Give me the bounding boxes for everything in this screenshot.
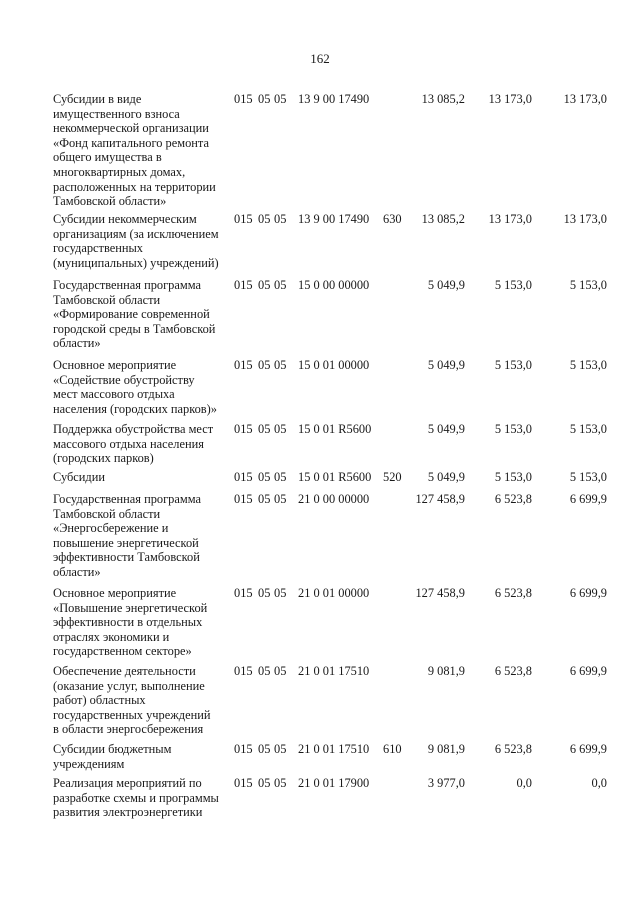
row-name-line: «Повышение энергетической	[53, 600, 208, 615]
amount-year-1: 5 049,9	[427, 278, 465, 292]
row-name-line: Государственная программа	[53, 492, 201, 506]
row-name-line: массового отдыха населения	[53, 436, 204, 451]
target-article-code: 15 0 01 R5600	[298, 470, 372, 484]
ministry-code: 015	[234, 92, 253, 106]
section-code: 05	[258, 470, 271, 484]
subsection-code: 05	[274, 470, 287, 484]
amount-year-3: 6 699,9	[569, 742, 607, 756]
row-name-line: «Содействие обустройству	[53, 372, 195, 387]
amount-year-1: 13 085,2	[421, 92, 465, 106]
row-name-line: разработке схемы и программы	[53, 790, 219, 805]
row-name-line: (оказание услуг, выполнение	[53, 678, 205, 693]
row-name-line: Тамбовской области	[53, 292, 161, 307]
amount-year-1: 9 081,9	[427, 664, 465, 678]
amount-year-3: 5 153,0	[569, 278, 607, 292]
row-name-line: некоммерческой организации	[53, 121, 209, 136]
row-name-line: государственных учреждений	[53, 707, 211, 722]
ministry-code: 015	[234, 586, 253, 600]
target-article-code: 15 0 00 00000	[298, 278, 370, 292]
subsection-code: 05	[274, 776, 287, 790]
section-code: 05	[258, 586, 271, 600]
target-article-code: 15 0 01 00000	[298, 358, 370, 372]
amount-year-2: 0,0	[516, 776, 532, 790]
subsection-code: 05	[274, 492, 287, 506]
row-name-line: отраслях экономики и	[53, 629, 170, 644]
ministry-code: 015	[234, 470, 253, 484]
row-name-line: (муниципальных) учреждений)	[53, 255, 219, 270]
row-name-line: развития электроэнергетики	[53, 805, 203, 820]
row-name	[53, 422, 231, 466]
section-code: 05	[258, 776, 271, 790]
row-name-line: Реализация мероприятий по	[53, 776, 202, 790]
row-name-line: Государственная программа	[53, 278, 201, 292]
row-name-line: Поддержка обустройства мест	[53, 422, 214, 436]
row-name	[53, 358, 231, 416]
row-name-line: имущественного взноса	[53, 106, 180, 121]
ministry-code: 015	[234, 278, 253, 292]
amount-year-1: 5 049,9	[427, 422, 465, 436]
subsection-code: 05	[274, 358, 287, 372]
section-code: 05	[258, 492, 271, 506]
row-name-line: Субсидии в виде	[53, 92, 142, 106]
subsection-code: 05	[274, 278, 287, 292]
expense-type-code: 520	[383, 470, 402, 484]
row-name-line: Субсидии бюджетным	[53, 742, 172, 756]
section-code: 05	[258, 742, 271, 756]
amount-year-1: 5 049,9	[427, 470, 465, 484]
row-name-line: Субсидии	[53, 470, 105, 484]
target-article-code: 21 0 01 17900	[298, 776, 370, 790]
amount-year-3: 6 699,9	[569, 664, 607, 678]
row-name-line: области»	[53, 564, 101, 579]
amount-year-3: 5 153,0	[569, 358, 607, 372]
row-name	[53, 586, 231, 659]
row-name-line: в области энергосбережения	[53, 722, 204, 737]
amount-year-1: 127 458,9	[415, 492, 465, 506]
ministry-code: 015	[234, 776, 253, 790]
row-name-line: организациям (за исключением	[53, 226, 219, 241]
row-name-line: государственных	[53, 241, 144, 256]
amount-year-2: 5 153,0	[494, 278, 532, 292]
row-name-line: Тамбовской области»	[53, 194, 167, 209]
ministry-code: 015	[234, 492, 253, 506]
row-name-line: области»	[53, 336, 101, 351]
row-name-line: расположенных на территории	[53, 179, 216, 194]
row-name-line: «Фонд капитального ремонта	[53, 135, 209, 150]
row-name-line: государственном секторе»	[53, 644, 192, 659]
amount-year-3: 5 153,0	[569, 422, 607, 436]
amount-year-1: 5 049,9	[427, 358, 465, 372]
amount-year-1: 9 081,9	[427, 742, 465, 756]
ministry-code: 015	[234, 742, 253, 756]
target-article-code: 21 0 01 00000	[298, 586, 370, 600]
row-name	[53, 212, 231, 270]
subsection-code: 05	[274, 212, 287, 226]
row-name-line: учреждениям	[53, 756, 125, 771]
ministry-code: 015	[234, 664, 253, 678]
amount-year-2: 6 523,8	[494, 742, 532, 756]
expense-type-code: 610	[383, 742, 402, 756]
subsection-code: 05	[274, 92, 287, 106]
amount-year-3: 6 699,9	[569, 492, 607, 506]
target-article-code: 21 0 01 17510	[298, 742, 370, 756]
section-code: 05	[258, 422, 271, 436]
ministry-code: 015	[234, 212, 253, 226]
row-name-line: эффективности в отдельных	[53, 615, 203, 630]
subsection-code: 05	[274, 664, 287, 678]
row-name	[53, 742, 231, 771]
amount-year-3: 13 173,0	[563, 92, 607, 106]
section-code: 05	[258, 664, 271, 678]
row-name-line: повышение энергетической	[53, 535, 199, 550]
expense-type-code: 630	[383, 212, 402, 226]
target-article-code: 15 0 01 R5600	[298, 422, 372, 436]
target-article-code: 13 9 00 17490	[298, 92, 370, 106]
row-name-line: Основное мероприятие	[53, 586, 177, 600]
row-name	[53, 92, 231, 209]
page-number: 162	[310, 51, 330, 66]
section-code: 05	[258, 92, 271, 106]
section-code: 05	[258, 358, 271, 372]
row-name-line: работ) областных	[53, 693, 146, 708]
row-name-line: Тамбовской области	[53, 506, 161, 521]
ministry-code: 015	[234, 358, 253, 372]
amount-year-2: 5 153,0	[494, 470, 532, 484]
amount-year-2: 13 173,0	[488, 92, 532, 106]
amount-year-1: 3 977,0	[427, 776, 465, 790]
amount-year-3: 0,0	[591, 776, 607, 790]
row-name-line: «Формирование современной	[53, 307, 210, 322]
target-article-code: 21 0 01 17510	[298, 664, 370, 678]
amount-year-2: 5 153,0	[494, 422, 532, 436]
amount-year-1: 13 085,2	[421, 212, 465, 226]
section-code: 05	[258, 212, 271, 226]
amount-year-3: 5 153,0	[569, 470, 607, 484]
subsection-code: 05	[274, 586, 287, 600]
row-name-line: Субсидии некоммерческим	[53, 212, 197, 226]
row-name-line: общего имущества в	[53, 150, 162, 165]
amount-year-2: 13 173,0	[488, 212, 532, 226]
amount-year-2: 5 153,0	[494, 358, 532, 372]
row-name-line: (городских парков)	[53, 451, 154, 466]
amount-year-3: 6 699,9	[569, 586, 607, 600]
row-name-line: многоквартирных домах,	[53, 164, 186, 179]
row-name-line: эффективности Тамбовской	[53, 550, 200, 565]
row-name	[53, 470, 231, 485]
row-name	[53, 664, 231, 737]
target-article-code: 13 9 00 17490	[298, 212, 370, 226]
amount-year-2: 6 523,8	[494, 492, 532, 506]
row-name	[53, 278, 231, 351]
row-name-line: Обеспечение деятельности	[53, 664, 196, 678]
amount-year-2: 6 523,8	[494, 664, 532, 678]
row-name-line: населения (городских парков)»	[53, 401, 217, 416]
amount-year-2: 6 523,8	[494, 586, 532, 600]
row-name-line: городской среды в Тамбовской	[53, 321, 216, 336]
row-name	[53, 492, 231, 580]
row-name-line: Основное мероприятие	[53, 358, 177, 372]
amount-year-1: 127 458,9	[415, 586, 465, 600]
section-code: 05	[258, 278, 271, 292]
target-article-code: 21 0 00 00000	[298, 492, 370, 506]
subsection-code: 05	[274, 742, 287, 756]
row-name-line: мест массового отдыха	[53, 387, 175, 402]
ministry-code: 015	[234, 422, 253, 436]
subsection-code: 05	[274, 422, 287, 436]
row-name-line: «Энергосбережение и	[53, 521, 169, 536]
row-name	[53, 776, 231, 820]
amount-year-3: 13 173,0	[563, 212, 607, 226]
